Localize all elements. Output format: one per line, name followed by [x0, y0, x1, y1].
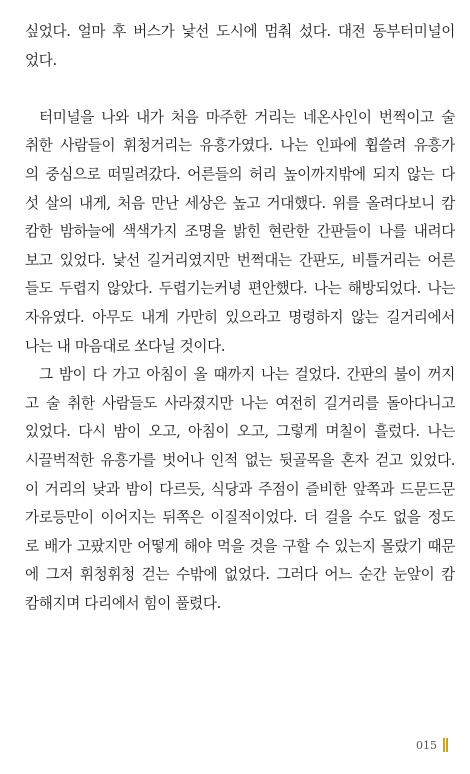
paragraph-3-line-7: 로 배가 고팠지만 어떻게 해야 먹을 것을 구할 수 있는지 몰랐기 때문	[25, 537, 455, 555]
paragraph-2-line-7: 들도 두렵지 않았다. 두렵기는커녕 편안했다. 나는 해방되었다. 나는	[25, 280, 455, 298]
paragraph-1-line-2: 었다.	[25, 51, 57, 69]
page-number: 015	[416, 738, 437, 752]
paragraph-3-line-5: 이 거리의 낮과 밤이 다르듯, 식당과 주점이 즐비한 앞쪽과 드문드문	[25, 480, 455, 498]
page-marker-icon	[443, 738, 445, 752]
paragraph-2-line-6: 보고 있었다. 낯선 길거리였지만 번쩍대는 간판도, 비틀거리는 어른	[25, 251, 455, 269]
paragraph-2-line-9: 나는 내 마음대로 쏘다닐 것이다.	[25, 337, 226, 355]
paragraph-2-line-2: 취한 사람들이 휘청거리는 유흥가였다. 나는 인파에 휩쓸려 유흥가	[25, 137, 455, 155]
paragraph-2-line-3: 의 중심으로 떠밀려갔다. 어른들의 허리 높이까지밖에 되지 않는 다	[25, 165, 455, 183]
page-footer	[416, 738, 445, 752]
paragraph-3-line-6: 가로등만이 이어지는 뒤쪽은 이질적이었다. 더 걸을 수도 없을 정도	[25, 509, 455, 527]
paragraph-2-line-1: 터미널을 나와 내가 처음 마주한 거리는 네온사인이 번쩍이고 술	[39, 108, 455, 126]
body-text	[25, 18, 455, 618]
paragraph-2-line-8: 자유였다. 아무도 내게 가만히 있으라고 명령하지 않는 길거리에서	[25, 308, 455, 326]
paragraph-2-line-4: 섯 살의 내게, 처음 만난 세상은 높고 거대했다. 위를 올려다보니 캄	[25, 194, 455, 212]
paragraph-3-line-4: 시끌벅적한 유흥가를 벗어나 인적 없는 뒷골목을 혼자 걷고 있었다.	[25, 451, 455, 469]
paragraph-3-line-3: 있었다. 다시 밤이 오고, 아침이 오고, 그렇게 며칠이 흘렀다. 나는	[25, 423, 455, 441]
paragraph-3-line-2: 고 술 취한 사람들도 사라졌지만 나는 여전히 길거리를 돌아다니고	[25, 394, 455, 412]
paragraph-gap	[25, 75, 455, 104]
paragraph-3-line-8: 에 그저 휘청휘청 걷는 수밖에 없었다. 그러다 어느 순간 눈앞이 캄	[25, 566, 455, 584]
paragraph-3-line-1: 그 밤이 다 가고 아침이 올 때까지 나는 걸었다. 간판의 불이 꺼지	[39, 366, 455, 384]
paragraph-3-line-9: 캄해지며 다리에서 힘이 풀렸다.	[25, 594, 221, 612]
paragraph-1-line-1: 싶었다. 얼마 후 버스가 낯선 도시에 멈춰 섰다. 대전 동부터미널이	[25, 23, 455, 40]
paragraph-2-line-5: 캄한 밤하늘에 색색가지 조명을 밝힌 현란한 간판들이 나를 내려다	[25, 223, 455, 241]
